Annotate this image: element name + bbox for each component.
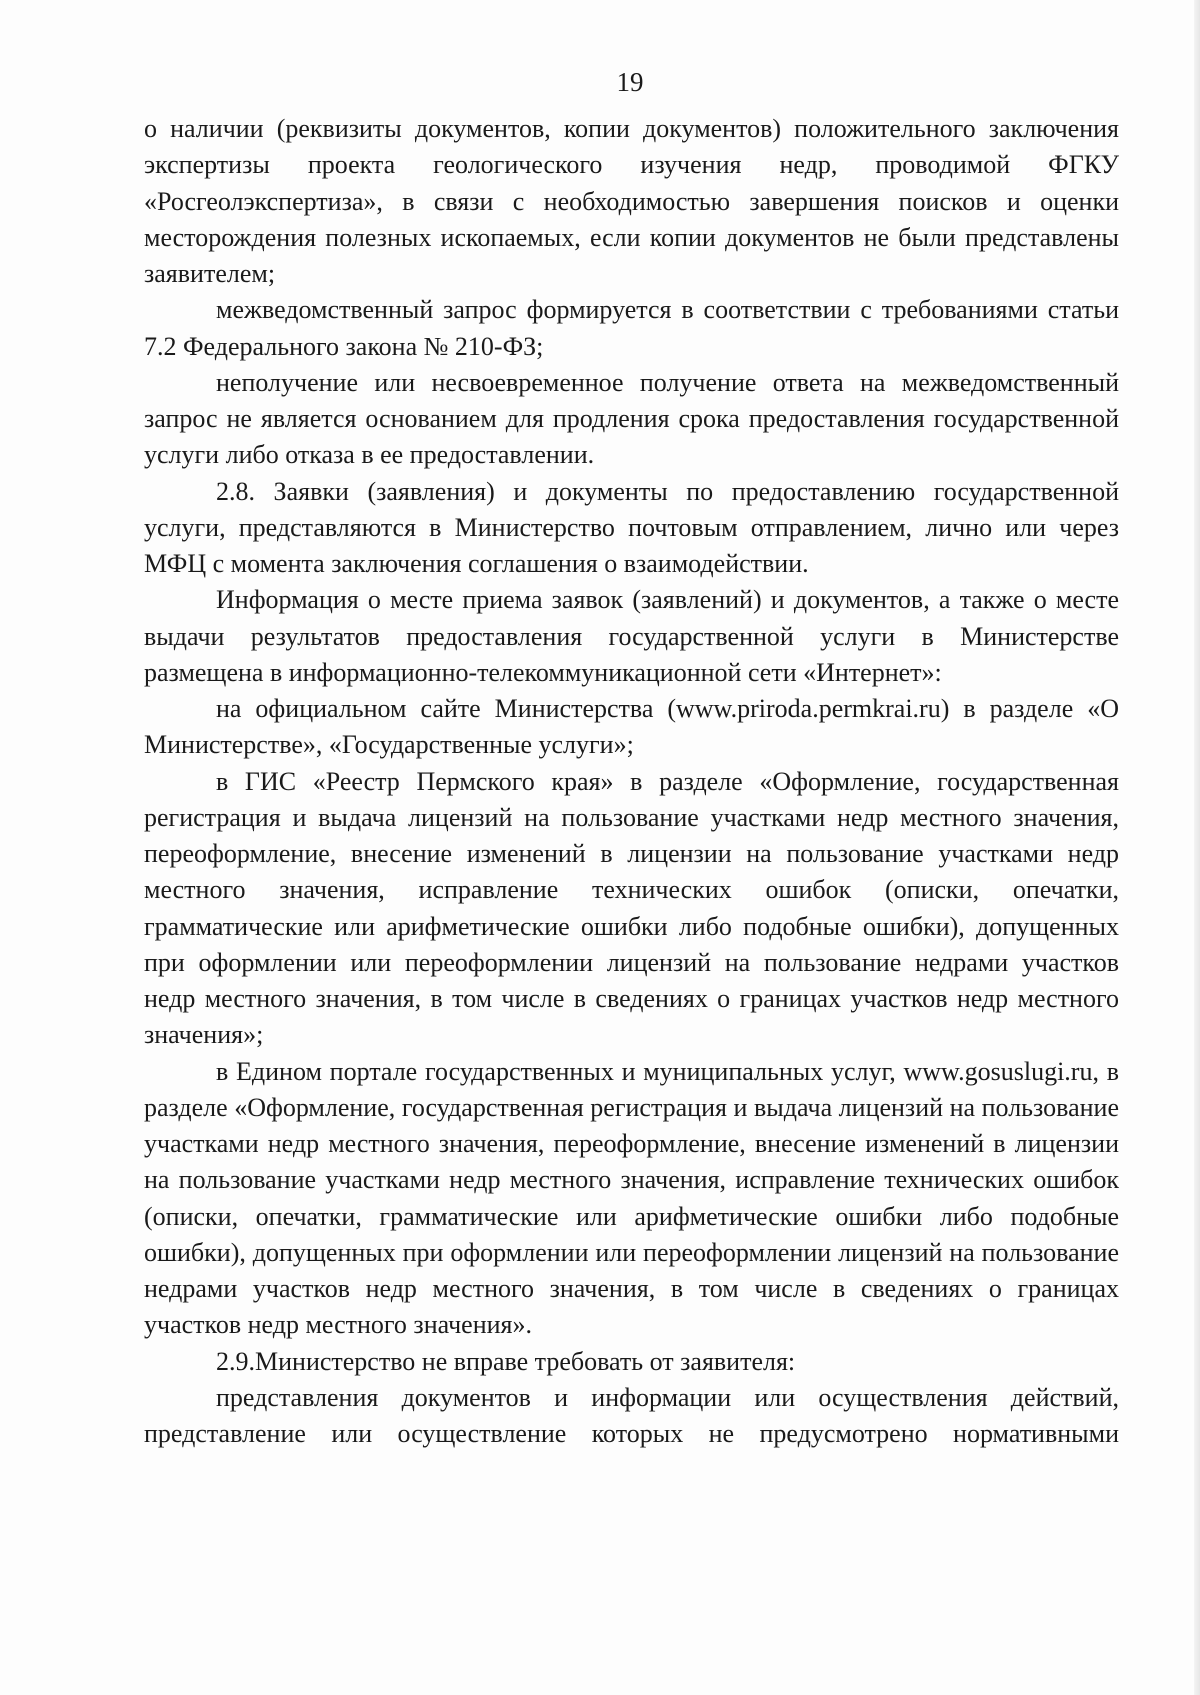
paragraph-unified-portal: в Едином портале государственных и муниципальных услуг, www.gosuslugi.ru, в разделе «Оформление, государственная регистрация и выдача лицензий на пользование участками недр местного значения, переоформление, внесение изменений в лицензии на пользование участками недр местного значения, исправление технических ошибок (описки, опечатки, грамматические или арифметические ошибки либо подобные ошибки), допущенных при оформлении или переоформлении лицензий на пользование недрами участков недр местного значения, в том числе в сведениях о границах участков недр местного значения». [144,1056,1119,1340]
paragraph-not-required: представления документов и информации или осуществления действий, представление или осуществление которых не предусмотрено нормативными [144,1382,1119,1448]
paragraph-2-8: 2.8. Заявки (заявления) и документы по предоставлению государственной услуги, представляются в Министерство почтовым отправлением, лично или через МФЦ с момента заключения соглашения о взаимодействии. [144,476,1119,578]
paragraph-info-location: Информация о месте приема заявок (заявлений) и документов, а также о месте выдачи результатов предоставления государственной услуги в Министерстве размещена в информационно-телекоммуникационной сети «Интернет»: [144,585,1119,687]
paragraph-interagency-request: межведомственный запрос формируется в соответствии с требованиями статьи 7.2 Федерального закона № 210-ФЗ; [144,295,1119,361]
paragraph-official-site: на официальном сайте Министерства (www.priroda.permkrai.ru) в разделе «О Министерстве», «Государственные услуги»; [144,694,1119,760]
paragraph-gis-registry: в ГИС «Реестр Пермского края» в разделе «Оформление, государственная регистрация и выдача лицензий на пользование участками недр местного значения, переоформление, внесение изменений в лицензии на пользование участками недр местного значения, исправление технических ошибок (описки, опечатки, грамматические или арифметические ошибки либо подобные ошибки), допущенных при оформлении или переоформлении лицензий на пользование недрами участков недр местного значения, в том числе в сведениях о границах участков недр местного значения»; [144,766,1119,1050]
page-number: 19 [616,67,644,97]
paragraph-2-9: 2.9.Министерство не вправе требовать от заявителя: [216,1346,796,1376]
paragraph-non-receipt: неполучение или несвоевременное получение ответа на межведомственный запрос не является основанием для продления срока предоставления государственной услуги либо отказа в ее предоставлении. [144,367,1119,470]
paragraph-expertise-conclusion: о наличии (реквизиты документов, копии документов) положительного заключения экспертизы проекта геологического изучения недр, проводимой ФГКУ «Росгеолэкспертиза», в связи с необходимостью завершения поисков и оценки месторождения полезных ископаемых, если копии документов не были представлены заявителем; [144,114,1119,288]
document-body [144,111,1119,1452]
scan-edge [1194,0,1200,1695]
